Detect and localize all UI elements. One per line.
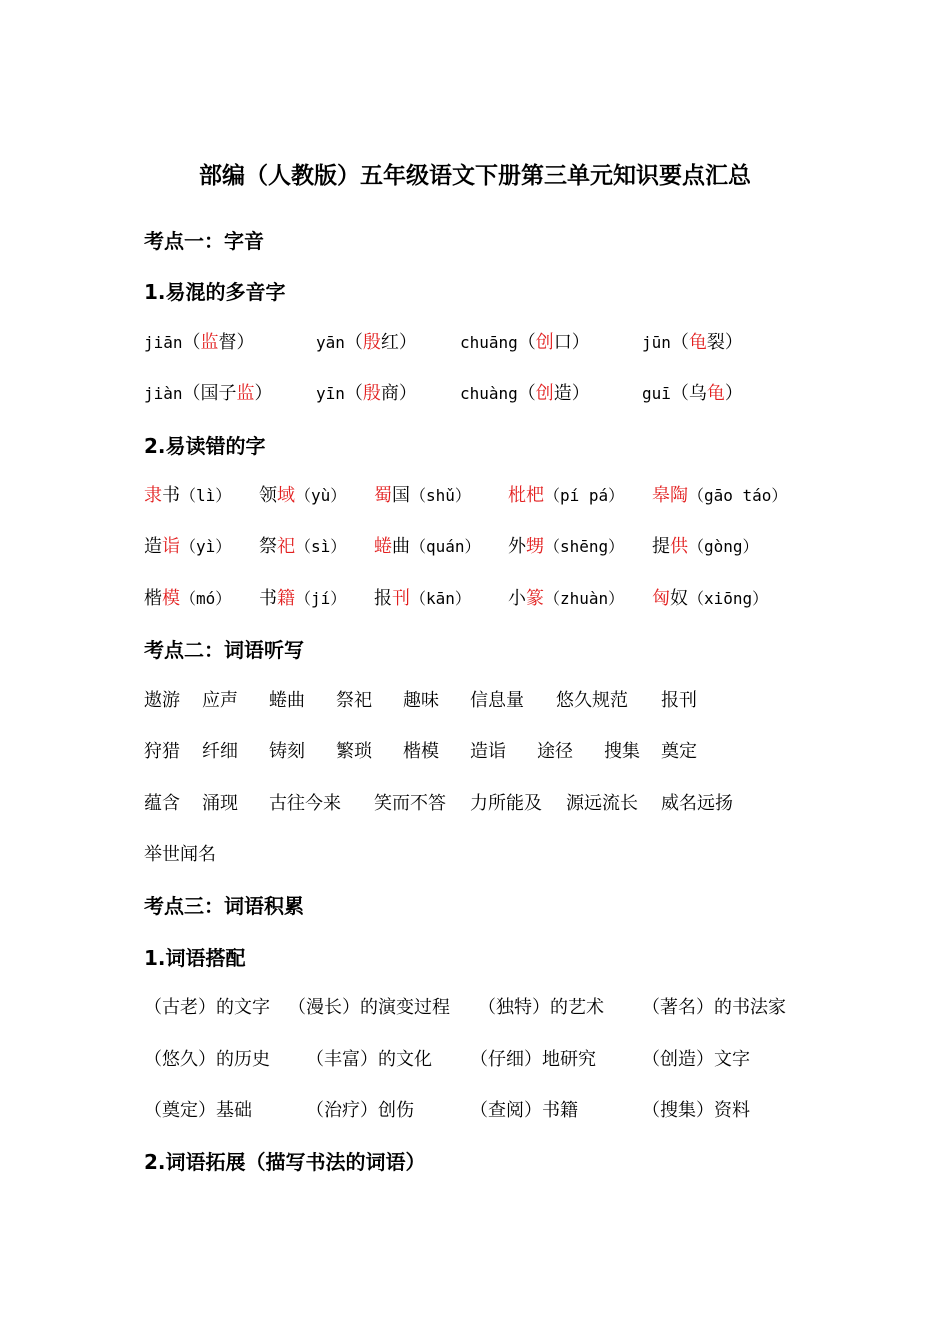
- misread-item: 书籍（jí）: [259, 588, 347, 609]
- polyphone-item: chuāng（创口）: [460, 332, 590, 353]
- highlight-char: 监: [236, 383, 255, 404]
- pinyin: （gòng）: [688, 537, 759, 556]
- dictation-word: 威名远扬: [661, 793, 733, 814]
- pinyin: jiàn: [144, 384, 183, 403]
- highlight-char: 皋陶: [652, 485, 688, 506]
- section-heading-1: 考点一：字音: [144, 229, 264, 253]
- misread-item: 匈奴（xiōng）: [652, 588, 769, 609]
- collocation-item: （著名）的书法家: [642, 997, 786, 1018]
- collocation-item: （搜集）资料: [642, 1100, 750, 1121]
- subsection-heading-polyphones: 1.易混的多音字: [144, 280, 286, 304]
- dictation-word: 力所能及: [470, 793, 542, 814]
- dictation-word: 狩猎: [144, 741, 180, 762]
- dictation-word: 楷模: [403, 741, 439, 762]
- misread-item: 小篆（zhuàn）: [508, 588, 625, 609]
- pinyin: （quán）: [410, 537, 481, 556]
- highlight-char: 祀: [277, 536, 295, 557]
- misread-item: 蜷曲（quán）: [374, 536, 481, 557]
- pinyin: guī: [642, 384, 671, 403]
- pinyin: （yì）: [180, 537, 232, 556]
- highlight-char: 龟: [688, 332, 707, 353]
- highlight-char: 蜷: [374, 536, 392, 557]
- dictation-word: 涌现: [202, 793, 238, 814]
- pinyin: （pí pá）: [544, 486, 625, 505]
- highlight-char: 籍: [277, 588, 295, 609]
- highlight-char: 蜀: [374, 485, 392, 506]
- pinyin: （mó）: [180, 589, 232, 608]
- highlight-char: 殷: [362, 383, 381, 404]
- highlight-char: 甥: [526, 536, 544, 557]
- dictation-word: 遨游: [144, 690, 180, 711]
- misread-item: [508, 485, 624, 507]
- misread-item: 外甥（shēng）: [508, 536, 625, 557]
- dictation-word: 繁琐: [336, 741, 372, 762]
- dictation-word: 搜集: [604, 741, 640, 762]
- polyphone-item: chuàng（创造）: [460, 383, 590, 404]
- pinyin: jiān: [144, 333, 183, 352]
- misread-item: [652, 485, 787, 507]
- collocation-item: （治疗）创伤: [306, 1100, 414, 1121]
- pinyin: （yù）: [295, 486, 347, 505]
- section-heading-2: 考点二：词语听写: [144, 638, 304, 662]
- highlight-char: 监: [200, 332, 219, 353]
- dictation-word: 祭祀: [336, 690, 372, 711]
- dictation-word: 报刊: [661, 690, 697, 711]
- highlight-char: 枇杷: [508, 485, 544, 506]
- dictation-word: 古往今来: [269, 793, 341, 814]
- pinyin: （zhuàn）: [544, 589, 625, 608]
- collocation-item: （创造）文字: [642, 1049, 750, 1070]
- pinyin: （kān）: [410, 589, 471, 608]
- dictation-word: 举世闻名: [144, 844, 216, 865]
- misread-item: 祭祀（sì）: [259, 536, 347, 557]
- subsection-heading-collocation: 1.词语搭配: [144, 946, 246, 970]
- polyphone-item: jiān（监督）: [144, 332, 255, 353]
- page-title: 部编（人教版）五年级语文下册第三单元知识要点汇总: [199, 163, 751, 189]
- highlight-char: 模: [162, 588, 180, 609]
- highlight-char: 匈: [652, 588, 670, 609]
- pinyin: （xiōng）: [688, 589, 769, 608]
- highlight-char: 隶: [144, 485, 162, 506]
- pinyin: （shēng）: [544, 537, 625, 556]
- section-heading-3: 考点三：词语积累: [144, 894, 304, 918]
- highlight-char: 殷: [362, 332, 381, 353]
- polyphone-item: yīn（殷商）: [316, 383, 417, 404]
- pinyin: yān: [316, 333, 345, 352]
- pinyin: chuāng: [460, 333, 518, 352]
- pinyin: chuàng: [460, 384, 518, 403]
- collocation-item: （仔细）地研究: [470, 1049, 596, 1070]
- dictation-word: 趣味: [403, 690, 439, 711]
- dictation-word: 造诣: [470, 741, 506, 762]
- misread-item: 楷模（mó）: [144, 588, 232, 609]
- pinyin: （jí）: [295, 589, 347, 608]
- subsection-heading-misread: 2.易读错的字: [144, 434, 266, 458]
- highlight-char: 域: [277, 485, 295, 506]
- misread-item: 隶书（lì）: [144, 485, 232, 506]
- polyphone-item: guī（乌龟）: [642, 383, 743, 404]
- dictation-word: 奠定: [661, 741, 697, 762]
- misread-item: 造诣（yì）: [144, 536, 232, 557]
- polyphone-item: jūn（龟裂）: [642, 332, 743, 353]
- pinyin: jūn: [642, 333, 671, 352]
- pinyin: （gāo táo）: [688, 486, 788, 505]
- dictation-word: 铸刻: [269, 741, 305, 762]
- pinyin: （lì）: [180, 486, 232, 505]
- dictation-word: 蕴含: [144, 793, 180, 814]
- dictation-word: 笑而不答: [374, 793, 446, 814]
- pinyin: （shǔ）: [410, 486, 471, 505]
- collocation-item: （悠久）的历史: [144, 1049, 270, 1070]
- pinyin: （sì）: [295, 537, 347, 556]
- pinyin: yīn: [316, 384, 345, 403]
- polyphone-item: jiàn（国子监）: [144, 383, 273, 404]
- misread-item: 提供（gòng）: [652, 536, 759, 557]
- collocation-item: （漫长）的演变过程: [288, 997, 450, 1018]
- misread-item: 报刊（kān）: [374, 588, 471, 609]
- collocation-item: （独特）的艺术: [478, 997, 604, 1018]
- collocation-item: （查阅）书籍: [470, 1100, 578, 1121]
- highlight-char: 刊: [392, 588, 410, 609]
- dictation-word: 蜷曲: [269, 690, 305, 711]
- highlight-char: 诣: [162, 536, 180, 557]
- collocation-item: （奠定）基础: [144, 1100, 252, 1121]
- collocation-item: （丰富）的文化: [306, 1049, 432, 1070]
- highlight-char: 创: [535, 383, 554, 404]
- dictation-word: 途径: [537, 741, 573, 762]
- dictation-word: 信息量: [470, 690, 524, 711]
- polyphone-item: yān（殷红）: [316, 332, 417, 353]
- highlight-char: 创: [535, 332, 554, 353]
- highlight-char: 龟: [706, 383, 725, 404]
- dictation-word: 源远流长: [566, 793, 638, 814]
- misread-item: 领域（yù）: [259, 485, 347, 506]
- dictation-word: 悠久规范: [556, 690, 628, 711]
- subsection-heading-expansion: 2.词语拓展（描写书法的词语）: [144, 1150, 426, 1174]
- dictation-word: 纤细: [202, 741, 238, 762]
- collocation-item: （古老）的文字: [144, 997, 270, 1018]
- misread-item: 蜀国（shǔ）: [374, 485, 471, 506]
- highlight-char: 供: [670, 536, 688, 557]
- highlight-char: 篆: [526, 588, 544, 609]
- dictation-word: 应声: [202, 690, 238, 711]
